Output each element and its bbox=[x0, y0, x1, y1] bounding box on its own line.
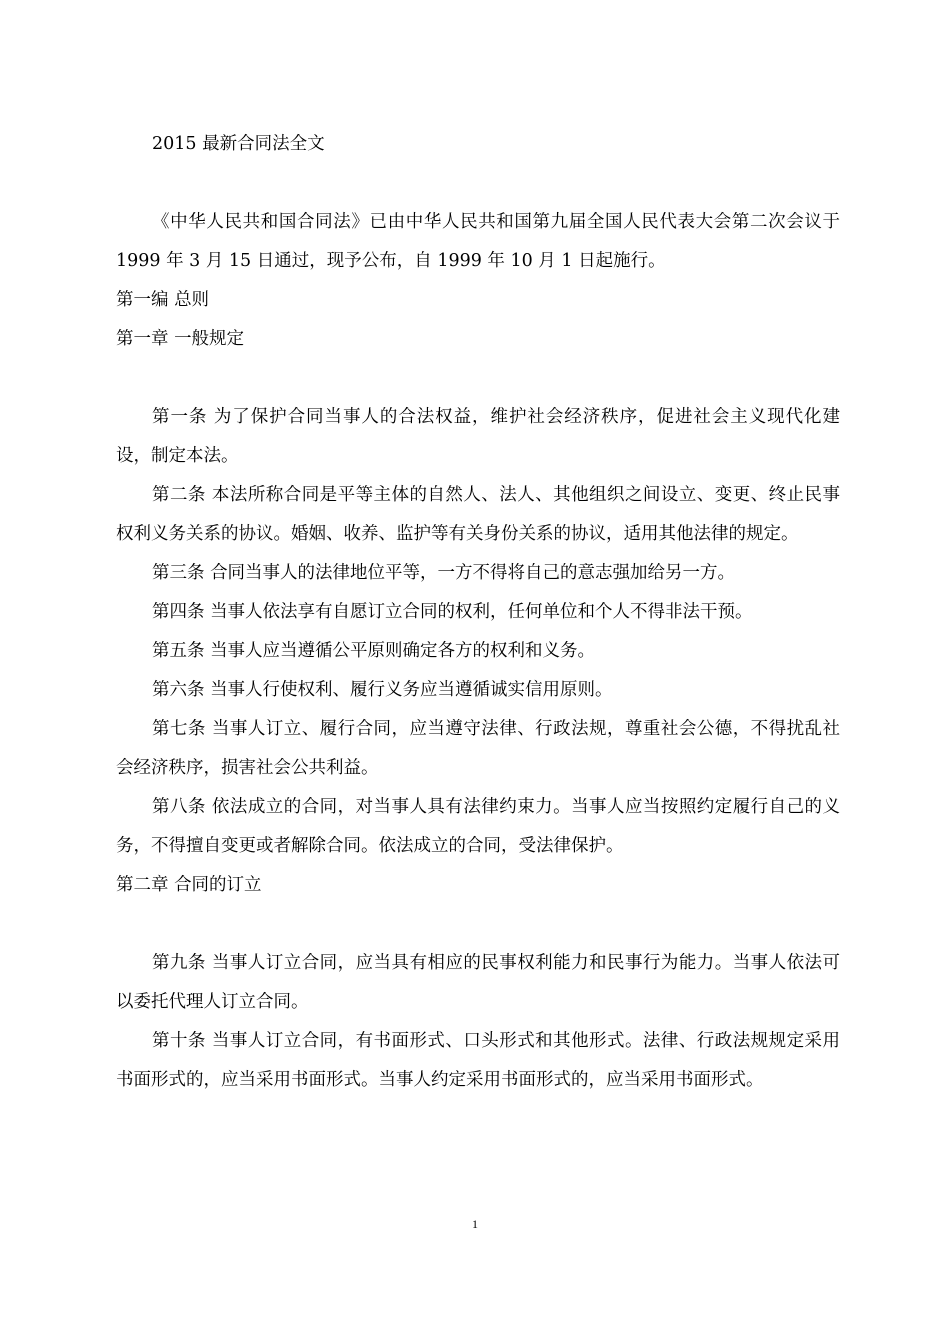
article-6: 第六条 当事人行使权利、履行义务应当遵循诚实信用原则。 bbox=[152, 680, 613, 700]
article-7: 第七条 当事人订立、履行合同，应当遵守法律、行政法规，尊重社会公德，不得扰乱社会经济秩序，损害社会公共利益。 bbox=[116, 719, 840, 778]
intro-paragraph: 《中华人民共和国合同法》已由中华人民共和国第九届全国人民代表大会第二次会议于 1999 年 3 月 15 日通过，现予公布，自 1999 年 10 月 1 日起施行。 bbox=[116, 212, 840, 271]
article-8: 第八条 依法成立的合同，对当事人具有法律约束力。当事人应当按照约定履行自己的义务，不得擅自变更或者解除合同。依法成立的合同，受法律保护。 bbox=[116, 797, 840, 856]
part-heading: 第一编 总则 bbox=[116, 290, 210, 310]
article-9: 第九条 当事人订立合同，应当具有相应的民事权利能力和民事行为能力。当事人依法可以委托代理人订立合同。 bbox=[116, 953, 840, 1012]
article-1: 第一条 为了保护合同当事人的合法权益，维护社会经济秩序，促进社会主义现代化建设，制定本法。 bbox=[116, 407, 840, 466]
spacer bbox=[116, 905, 840, 944]
article-5: 第五条 当事人应当遵循公平原则确定各方的权利和义务。 bbox=[152, 641, 596, 661]
intro-block bbox=[116, 203, 840, 281]
article-10: 第十条 当事人订立合同，有书面形式、口头形式和其他形式。法律、行政法规规定采用书面形式的，应当采用书面形式。当事人约定采用书面形式的，应当采用书面形式。 bbox=[116, 1031, 840, 1090]
document-title: 2015 最新合同法全文 bbox=[152, 134, 325, 154]
document-body bbox=[116, 125, 840, 1100]
article-3: 第三条 合同当事人的法律地位平等，一方不得将自己的意志强加给另一方。 bbox=[152, 563, 736, 583]
article-2: 第二条 本法所称合同是平等主体的自然人、法人、其他组织之间设立、变更、终止民事权利义务关系的协议。婚姻、收养、监护等有关身份关系的协议，适用其他法律的规定。 bbox=[116, 485, 840, 544]
chapter-heading: 第二章 合同的订立 bbox=[116, 875, 262, 895]
article-4: 第四条 当事人依法享有自愿订立合同的权利，任何单位和个人不得非法干预。 bbox=[152, 602, 753, 622]
spacer bbox=[116, 359, 840, 398]
chapter-heading: 第一章 一般规定 bbox=[116, 329, 245, 349]
page-number: 1 bbox=[472, 1217, 478, 1231]
